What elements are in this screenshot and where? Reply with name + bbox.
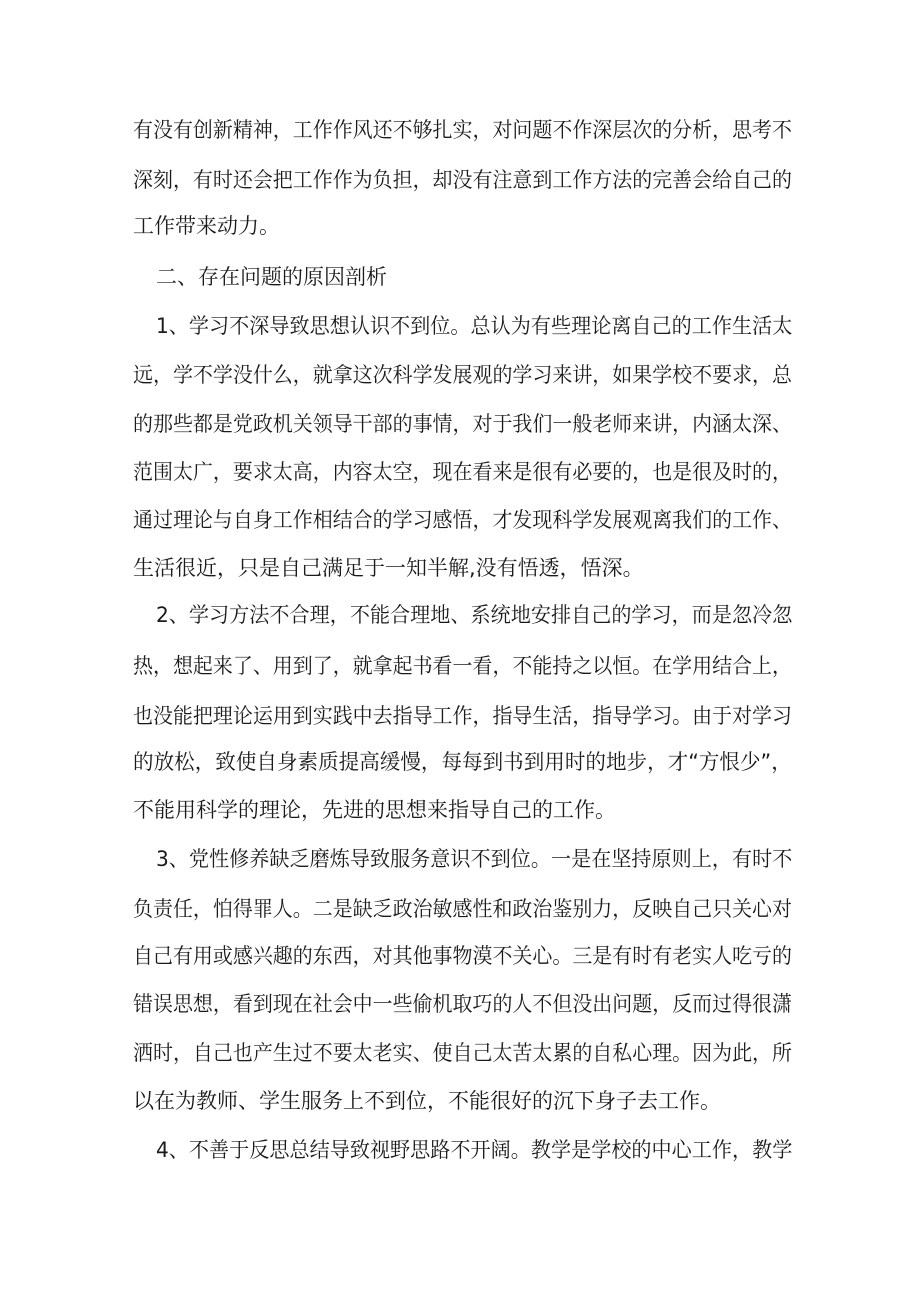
text-line — [0, 165, 920, 195]
text-line — [0, 844, 920, 874]
line-text: 的那些都是党政机关领导干部的事情，对于我们一般老师来讲，内涵太深、 — [133, 412, 792, 436]
line-text: 3、党性修养缺乏磨炼导致服务意识不到位。一是在坚持原则上，有时不 — [156, 847, 793, 871]
text-line — [0, 989, 920, 1019]
line-text: 1、学习不深导致思想认识不到位。总认为有些理论离自己的工作生活太 — [156, 314, 793, 338]
text-line — [0, 1135, 920, 1165]
line-text: 错误思想，看到现在社会中一些偷机取巧的人不但没出问题，反而过得很潇 — [133, 992, 792, 1016]
text-line — [0, 553, 920, 583]
line-text: 也没能把理论运用到实践中去指导工作，指导生活，指导学习。由于对学习 — [133, 704, 792, 728]
text-line — [0, 701, 920, 731]
text-line — [0, 505, 920, 535]
text-line — [0, 894, 920, 924]
text-line — [0, 600, 920, 630]
line-text: 2、学习方法不合理，不能合理地、系统地安排自己的学习，而是忽冷忽 — [156, 603, 793, 627]
line-text: 洒时，自己也产生过不要太老实、使自己太苦太累的自私心理。因为此，所 — [133, 1041, 792, 1065]
line-text: 生活很近，只是自己满足于一知半解,没有悟透，悟深。 — [133, 556, 644, 580]
line-text: 以在为教师、学生服务上不到位，不能很好的沉下身子去工作。 — [133, 1089, 721, 1113]
text-line — [0, 360, 920, 390]
text-line — [0, 747, 920, 777]
line-text: 范围太广，要求太高，内容太空，现在看来是很有必要的，也是很及时的， — [133, 460, 792, 484]
line-text: 不能用科学的理论，先进的思想来指导自己的工作。 — [133, 798, 616, 822]
text-line — [0, 311, 920, 341]
text-line — [0, 211, 920, 241]
text-line — [0, 1038, 920, 1068]
text-line — [0, 409, 920, 439]
text-line — [0, 115, 920, 145]
line-text: 二、存在问题的原因剖析 — [156, 265, 387, 289]
line-text: 通过理论与自身工作相结合的学习感悟，才发现科学发展观离我们的工作、 — [133, 508, 792, 532]
line-text: 深刻，有时还会把工作作为负担，却没有注意到工作方法的完善会给自己的 — [133, 168, 792, 192]
text-line — [0, 795, 920, 825]
text-line — [0, 651, 920, 681]
text-line — [0, 457, 920, 487]
line-text: 有没有创新精神，工作作风还不够扎实，对问题不作深层次的分析，思考不 — [133, 118, 792, 142]
line-text: 远，学不学没什么，就拿这次科学发展观的学习来讲，如果学校不要求，总 — [133, 363, 792, 387]
line-text: 热，想起来了、用到了，就拿起书看一看，不能持之以恒。在学用结合上， — [133, 654, 792, 678]
line-text: 的放松，致使自身素质提高缓慢，每每到书到用时的地步，才“方恨少”， — [133, 750, 792, 774]
section-heading — [0, 262, 920, 292]
line-text: 负责任，怕得罪人。二是缺乏政治敏感性和政治鉴别力，反映自己只关心对 — [133, 897, 792, 921]
line-text: 自己有用或感兴趣的东西，对其他事物漠不关心。三是有时有老实人吃亏的 — [133, 944, 792, 968]
text-line — [0, 1086, 920, 1116]
text-line — [0, 941, 920, 971]
line-text: 工作带来动力。 — [133, 214, 280, 238]
line-text: 4、不善于反思总结导致视野思路不开阔。教学是学校的中心工作，教学 — [156, 1138, 793, 1162]
